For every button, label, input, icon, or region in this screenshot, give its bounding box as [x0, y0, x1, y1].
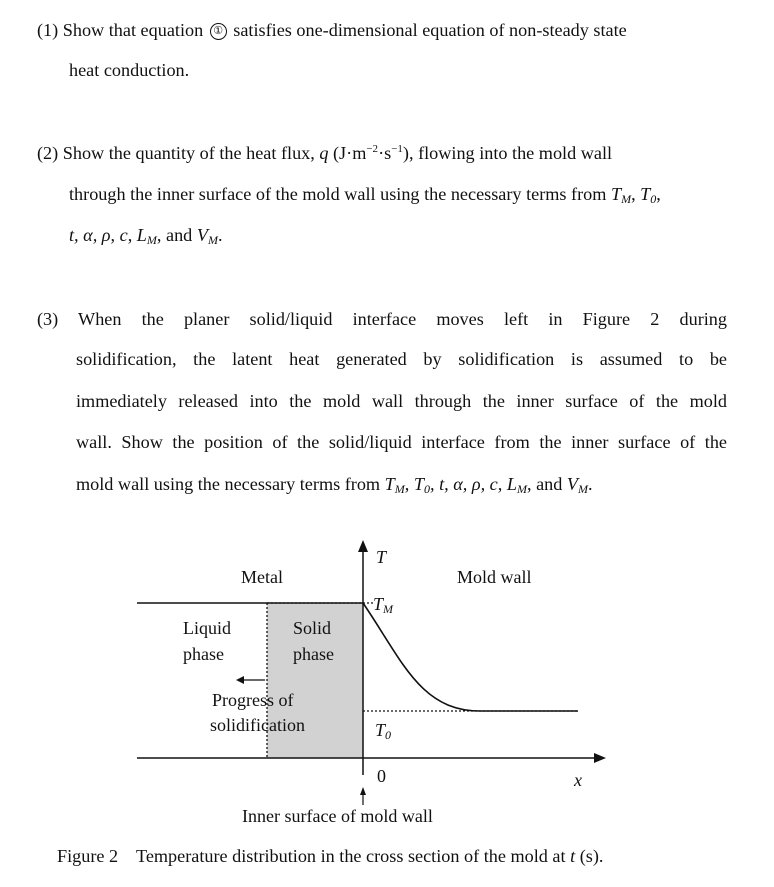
progress-arrow-head: [236, 676, 244, 684]
t0-label: $T_0$: [375, 720, 392, 742]
q3-text-1: (3) When the planer solid/liquid interface moves left in Figure 2 during: [37, 309, 727, 329]
figure-caption: [57, 846, 603, 867]
q2-unit-close: ), flowing into the mold wall: [402, 143, 613, 163]
q2-and: , and: [156, 225, 193, 245]
liquid-label: Liquid: [183, 618, 231, 638]
solid-label-2: phase: [293, 644, 334, 664]
q-symbol: q: [319, 143, 329, 163]
q2-sep1: ,: [631, 184, 636, 204]
q2-t0: $T_0$: [640, 184, 657, 206]
circled-one-icon: ①: [210, 23, 227, 40]
q2-vm: $V_M$: [196, 225, 218, 247]
t-axis-arrowhead: [358, 540, 368, 552]
q3-text-5: mold wall using the necessary terms from: [76, 474, 381, 494]
x-axis-label: x: [574, 770, 582, 790]
q2-end: .: [217, 225, 223, 245]
mold-wall-label: Mold wall: [457, 567, 532, 587]
q2-text-a: (2) Show the quantity of the heat flux,: [37, 143, 315, 163]
q3-t0: $T_0$: [413, 474, 430, 496]
q3-lm: $L_M$: [506, 474, 527, 496]
solid-label: Solid: [293, 618, 332, 638]
solidification-label: solidification: [210, 715, 305, 735]
q3-sep1: ,: [404, 474, 410, 494]
q2-unit-exp2: −1: [391, 143, 403, 155]
q2-sep2: ,: [656, 184, 661, 204]
t-axis-label: T: [376, 547, 387, 567]
q3-end: .: [588, 474, 593, 494]
zero-label: 0: [377, 766, 386, 786]
q2-text-b: through the inner surface of the mold wall using the necessary terms from: [69, 184, 607, 204]
progress-label: Progress of: [212, 690, 294, 710]
inner-surface-arrow-head: [360, 787, 366, 795]
q2-unit-mid: ·s: [378, 143, 392, 163]
q2-tm: $T_M$: [610, 184, 632, 206]
q3-text-3: immediately released into the mold wall through the inner surface of the mold: [76, 391, 727, 411]
caption-text: Figure 2 Temperature distribution in the cross section of the mold at: [57, 846, 566, 866]
tm-label: $T_M$: [373, 594, 394, 616]
liquid-label-2: phase: [183, 644, 224, 664]
q1-text-c: heat conduction.: [69, 60, 190, 80]
caption-unit: (s).: [579, 846, 604, 866]
q2-lm: $L_M$: [136, 225, 157, 247]
q3-vm: $V_M$: [566, 474, 588, 496]
q2-unit-open: (J·m: [333, 143, 367, 163]
q3-text-4: wall. Show the position of the solid/liquid interface from the inner surface of the: [76, 432, 727, 452]
q2-sep3: ,: [127, 225, 137, 245]
temperature-curve: [363, 603, 578, 711]
q3-and: , and: [526, 474, 563, 494]
metal-label: Metal: [241, 567, 283, 587]
q2-unit-exp1: −2: [366, 143, 379, 155]
inner-surface-label: Inner surface of mold wall: [242, 806, 433, 826]
caption-t: t: [570, 846, 576, 866]
q2-vars: t, α, ρ, c: [69, 225, 128, 245]
q1-text-a: (1) Show that equation: [37, 20, 204, 40]
q1-text-b: satisfies one-dimensional equation of non-steady state: [233, 20, 627, 40]
q3-vars: , t, α, ρ, c,: [429, 474, 503, 494]
x-axis-arrowhead: [594, 753, 606, 763]
q3-tm: $T_M$: [384, 474, 405, 496]
q3-text-2: solidification, the latent heat generated by solidification is assumed to be: [76, 349, 727, 369]
